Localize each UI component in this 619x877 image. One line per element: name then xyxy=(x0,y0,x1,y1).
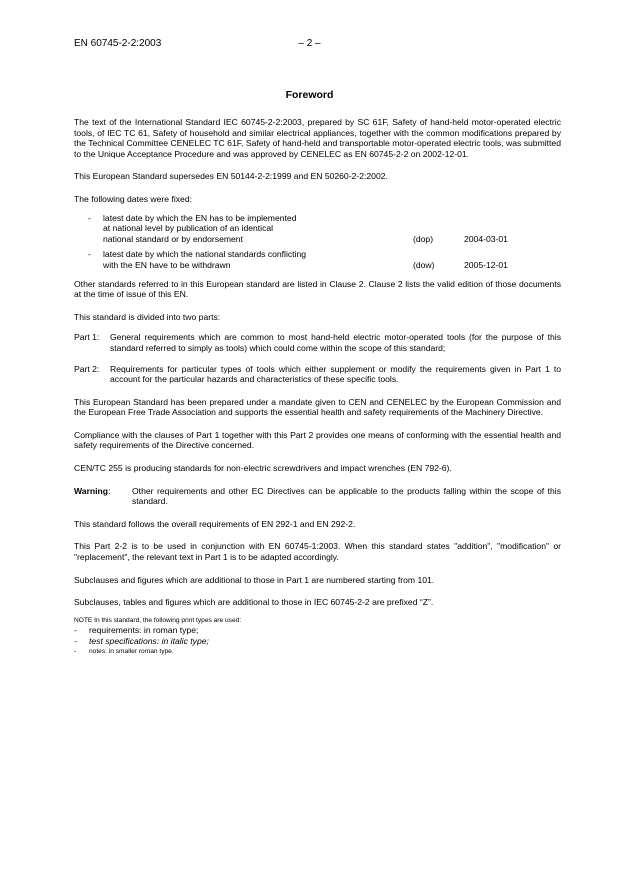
print-type-text: requirements: in roman type; xyxy=(89,624,199,635)
paragraph-cen-tc: CEN/TC 255 is producing standards for non-electric screwdrivers and impact wrenches (EN 792-6). xyxy=(74,463,452,474)
date-value: 2005-12-01 xyxy=(464,259,508,270)
date-item-text xyxy=(103,249,363,270)
note-text: NOTE In this standard, the following print types are used: xyxy=(74,616,242,624)
paragraph-two-parts: This standard is divided into two parts: xyxy=(74,311,221,322)
date-item-line: at national level by publication of an identical xyxy=(103,223,274,234)
warning-label xyxy=(74,486,110,497)
print-type-text: test specifications: in italic type; xyxy=(89,635,209,646)
paragraph-numbering: Subclauses and figures which are additional to those in Part 1 are numbered starting from 101. xyxy=(74,574,435,585)
paragraph-compliance: Compliance with the clauses of Part 1 together with this Part 2 provides one means of conforming with the essential health and safety requirements of the Directive concerned. xyxy=(74,429,561,451)
paragraph-conjunction: This Part 2-2 is to be used in conjunction with EN 60745-1:2003. When this standard states "addition", "modification" or "replacement", the relevant text in Part 1 is to be adapted accordingly. xyxy=(74,541,561,563)
part-1-item xyxy=(74,332,561,353)
date-item-line: with the EN have to be withdrawn xyxy=(103,259,231,270)
document-id: EN 60745-2-2:2003 xyxy=(74,38,162,49)
paragraph-intro: The text of the International Standard IEC 60745-2-2:2003, prepared by SC 61F, Safety of hand-held motor-operated electric tools, of IEC TC 61, Safety of household and similar electrical appliances, together with the common modifications prepared by the Technical Committee CENELEC TC 61F, Safety of hand-held and transportable motor-operated electric tools, was submitted to the Unique Acceptance Procedure and was approved by CENELEC as EN 60745-2-2 on 2002-12-01. xyxy=(74,117,561,159)
date-item-text xyxy=(103,213,363,245)
list-bullet: - xyxy=(74,647,77,655)
list-bullet: - xyxy=(88,212,91,223)
paragraph-prefix: Subclauses, tables and figures which are additional to those in IEC 60745-2-2 are prefixed “Z”. xyxy=(74,597,434,608)
part-label: Part 2: xyxy=(74,363,100,374)
document-body xyxy=(74,117,561,656)
part-text: Requirements for particular types of tools which either supplement or modify the requirements given in Part 1 to account for the particular hazards and characteristics of these specific tools. xyxy=(110,363,561,385)
list-bullet: - xyxy=(88,249,91,260)
date-item-dow xyxy=(74,249,561,270)
list-bullet: - xyxy=(74,624,77,635)
print-type-text: notes: in smaller roman type. xyxy=(89,647,174,655)
paragraph-other-standards: Other standards referred to in this European standard are listed in Clause 2. Clause 2 lists the valid edition of those documents at the time of issue of this EN. xyxy=(74,278,561,300)
part-2-item xyxy=(74,364,561,385)
warning-text: Other requirements and other EC Directives can be applicable to the products falling within the scope of this standard. xyxy=(132,485,561,507)
warning-colon: : xyxy=(108,485,111,496)
warning-block xyxy=(74,486,561,507)
part-label: Part 1: xyxy=(74,332,100,343)
dates-list xyxy=(74,213,561,271)
date-value: 2004-03-01 xyxy=(464,233,508,244)
page-number: – 2 – xyxy=(298,38,321,49)
part-text: General requirements which are common to most hand-held electric motor-operated tools (for the purpose of this standard referred to simply as tools) which could come within the scope of this standard; xyxy=(110,332,561,353)
date-abbr: (dop) xyxy=(413,233,434,244)
date-abbr: (dow) xyxy=(413,259,435,270)
date-item-dop xyxy=(74,213,561,245)
page-title: Foreword xyxy=(285,89,334,101)
paragraph-dates-intro: The following dates were fixed: xyxy=(74,193,192,204)
date-item-line: national standard or by endorsement xyxy=(103,233,243,244)
date-item-line: latest date by which the national standards conflicting xyxy=(103,249,307,260)
date-item-line: latest date by which the EN has to be implemented xyxy=(103,212,297,223)
paragraph-mandate: This European Standard has been prepared under a mandate given to CEN and CENELEC by the European Commission and the European Free Trade Association and supports the essential health and safety requirements of the Machinery Directive. xyxy=(74,396,561,418)
warning-label-text: Warning xyxy=(74,485,109,496)
paragraph-overall-requirements: This standard follows the overall requirements of EN 292-1 and EN 292-2. xyxy=(74,518,356,529)
print-type-item xyxy=(74,636,561,647)
print-type-item xyxy=(74,647,561,656)
print-type-item xyxy=(74,625,561,636)
list-bullet: - xyxy=(74,635,77,646)
paragraph-supersedes: This European Standard supersedes EN 50144-2-2:1999 and EN 50260-2-2:2002. xyxy=(74,171,388,182)
